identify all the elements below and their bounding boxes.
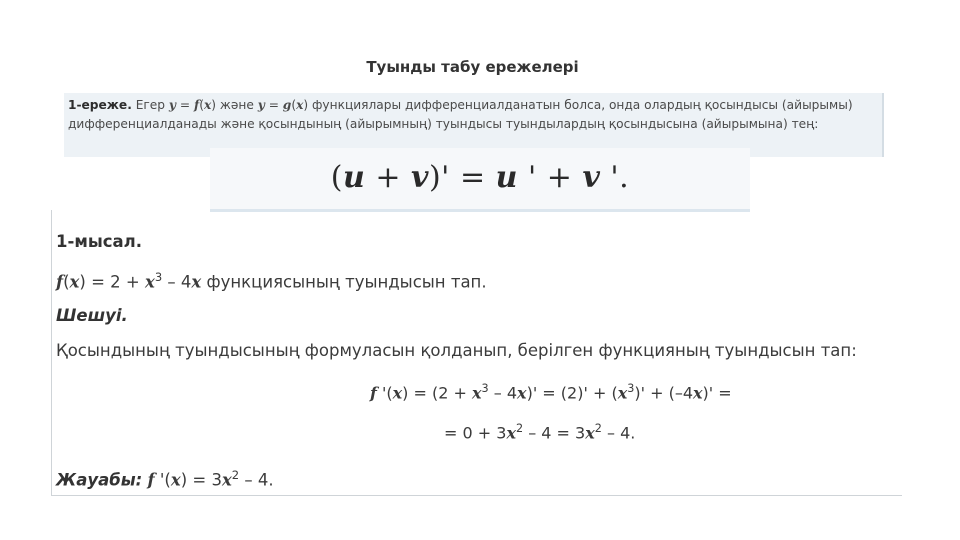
calculation-line-1 (370, 382, 732, 402)
task-text: ) = 2 + (79, 272, 145, 292)
task-text: функциясының туындысын тап. (201, 272, 487, 292)
calc-var-x: x (517, 383, 527, 403)
formula-var-u: u (343, 160, 366, 195)
rule-var-g: g (282, 98, 292, 112)
rule-text: ( (199, 98, 204, 112)
calc-exponent: 3 (627, 382, 635, 395)
answer-text: '( (154, 470, 171, 490)
answer-text: – 4. (239, 470, 274, 490)
calc-exponent: 3 (481, 382, 489, 395)
answer-var-f: f (147, 470, 155, 490)
rule-text: = (176, 98, 194, 112)
calc-exponent: 2 (515, 422, 524, 435)
answer-text: ) = 3 (180, 470, 222, 490)
calc-var-f: f (370, 383, 377, 403)
task-exponent: 3 (154, 270, 163, 284)
calc-text: '( (376, 383, 393, 403)
rule-var-y1: y (168, 98, 177, 112)
task-text: ( (63, 272, 70, 292)
rule-label: 1-ереже. (68, 98, 132, 112)
calc-text: )' = (702, 383, 732, 403)
calc-var-x: x (472, 383, 482, 403)
answer-label: Жауабы: (56, 470, 143, 490)
formula-part: + (365, 160, 412, 195)
calc-text: ) = (2 + (402, 383, 472, 403)
calc-text: )' = (2)' + ( (526, 383, 618, 403)
rule-var-x2: x (296, 98, 304, 112)
rule-text: = (264, 98, 283, 112)
calc-text: = 0 + 3 (444, 423, 507, 443)
answer-exponent: 2 (231, 468, 240, 482)
calc-text: – 4 = 3 (523, 423, 586, 443)
answer (56, 468, 274, 490)
calc-var-x: x (392, 383, 403, 403)
rule-var-f: f (193, 98, 200, 112)
solution-heading: Шешуі. (56, 306, 128, 325)
calc-var-x: x (585, 423, 595, 443)
calc-text: )' + (–4 (634, 383, 693, 403)
calc-text: – 4 (488, 383, 518, 403)
answer-var-x: x (221, 470, 232, 490)
formula-part: ' + (517, 160, 583, 195)
task-var-x: x (191, 272, 202, 292)
formula-var-v: v (411, 160, 429, 195)
example-panel (51, 210, 902, 496)
rule-text: ) және (211, 98, 258, 112)
calc-var-x: x (693, 383, 703, 403)
task-var-f: f (56, 272, 64, 292)
task-var-x: x (144, 272, 155, 292)
formula-part: )' = (428, 160, 496, 195)
rule-var-y2: y (257, 98, 265, 112)
calculation-line-2 (444, 422, 635, 442)
formula-part: '. (600, 160, 630, 195)
task-text: – 4 (162, 272, 192, 292)
formula-var-u: u (495, 160, 518, 195)
task-var-x: x (69, 272, 80, 292)
example-heading: 1-мысал. (56, 232, 143, 251)
rule-text: ( (291, 98, 297, 112)
formula-var-v: v (582, 160, 601, 195)
rule-text: ) функциялары дифференциалданатын болса, онда олардың қосындысы (айырымы) дифференциалданады және қосындының (айырымның) туындысы туындылардың қосындысына (айырымына) тең: (68, 98, 853, 131)
sum-rule-formula (210, 148, 750, 212)
slide-title: Туынды табу ережелері (366, 58, 579, 76)
solution-text: Қосындының туындысының формуласын қолданып, берілген функцияның туындысын тап: (56, 341, 857, 360)
formula-part: ( (330, 160, 343, 195)
answer-var-x: x (170, 470, 181, 490)
example-task (56, 270, 487, 292)
formula-text (210, 160, 750, 195)
calc-text: – 4. (601, 423, 636, 443)
rule-text: Егер (131, 98, 169, 112)
rule-var-x1: x (204, 98, 212, 112)
calc-var-x: x (617, 383, 628, 403)
calc-var-x: x (506, 423, 516, 443)
calc-exponent: 2 (594, 422, 602, 435)
